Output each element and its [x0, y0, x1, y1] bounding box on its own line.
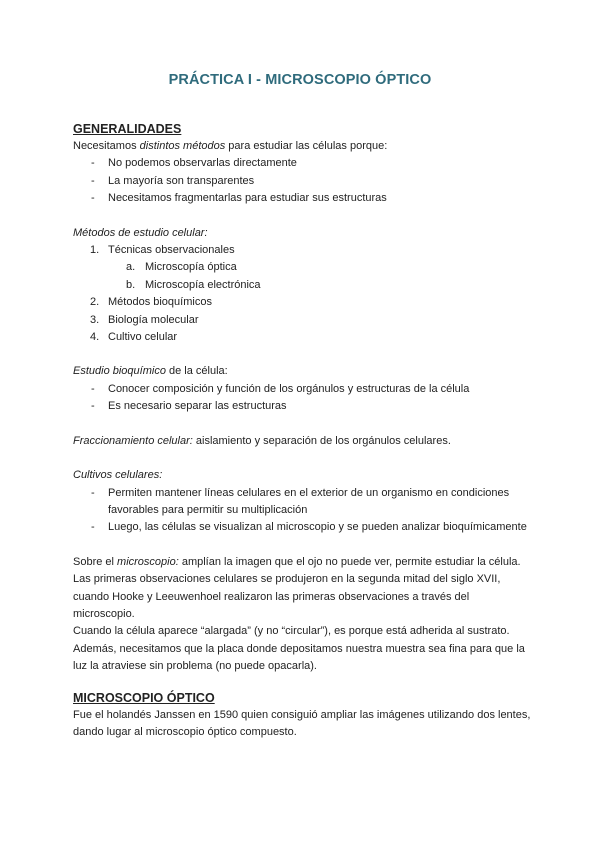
list-item: - Permiten mantener líneas celulares en el exterior de un organismo en condiciones favorables para permitir su multiplicación	[73, 485, 533, 520]
intro-text-post: para estudiar las células porque:	[225, 140, 388, 152]
metodos-list-continued	[73, 294, 533, 346]
list-marker: 3.	[90, 313, 100, 326]
microscopio-text-pre: Sobre el	[73, 555, 118, 568]
microscopio-text-emphasis: microscopio:	[117, 555, 179, 568]
list-marker: a.	[126, 261, 136, 274]
metodos-sublist	[73, 259, 533, 294]
list-marker: 1.	[90, 244, 100, 257]
intro-text-emphasis: distintos métodos	[139, 140, 226, 152]
microscopio-paragraph-line3: Además, necesitamos que la placa donde depositamos nuestra muestra sea fina para que la luz la atraviese sin problema (no puede opacarla).	[73, 642, 525, 673]
bioquimico-heading	[73, 363, 533, 380]
list-item-label: Microscopía electrónica	[145, 278, 261, 291]
cultivos-list	[73, 485, 533, 537]
list-item	[73, 294, 533, 311]
cultivos-heading-text: Cultivos celulares:	[73, 469, 163, 482]
list-item-label: Técnicas observacionales	[108, 244, 235, 257]
page-title: PRÁCTICA I - MICROSCOPIO ÓPTICO	[168, 72, 432, 88]
metodos-list	[73, 242, 533, 259]
list-item-label: Cultivo celular	[108, 331, 178, 344]
list-item: - No podemos observarlas directamente	[73, 155, 533, 172]
fraccionamiento-text: aislamiento y separación de los orgánulos celulares.	[192, 434, 451, 447]
list-item-label: Biología molecular	[108, 313, 199, 326]
section-heading-generalidades: GENERALIDADES	[73, 122, 182, 136]
intro-text-pre: Necesitamos	[73, 140, 140, 152]
list-item	[73, 277, 533, 294]
list-item: - Conocer composición y función de los orgánulos y estructuras de la célula	[73, 381, 533, 398]
generalidades-list	[73, 155, 533, 207]
list-marker: b.	[126, 278, 136, 291]
microscopio-text-post: amplían la imagen que el ojo no puede ver, permite estudiar la célula. Las primeras observaciones celulares se produjeron en la segunda mitad del siglo XVII, cuando Hooke y Leeuwenhoel realizaron las primeras observaciones a través del microscopio.	[73, 555, 521, 620]
cultivos-heading	[73, 467, 533, 484]
fraccionamiento-term: Fraccionamiento celular:	[73, 434, 193, 447]
section-heading-microscopio-optico: MICROSCOPIO ÓPTICO	[73, 690, 215, 705]
metodos-heading	[73, 225, 533, 242]
list-item: - Necesitamos fragmentarlas para estudiar sus estructuras	[73, 190, 533, 207]
generalidades-intro	[73, 138, 533, 155]
bioquimico-heading-post: de la célula:	[165, 365, 228, 378]
microscopio-paragraph-line2: Cuando la célula aparece “alargada” (y no “circular”), es porque está adherida al sustrato.	[73, 625, 510, 638]
microscopio-paragraph	[73, 554, 533, 624]
microscopio-optico-paragraph: Fue el holandés Janssen en 1590 quien consiguió ampliar las imágenes utilizando dos lentes, dando lugar al microscopio óptico compuesto.	[73, 708, 531, 738]
metodos-heading-text: Métodos de estudio celular:	[73, 226, 208, 239]
list-item: - La mayoría son transparentes	[73, 173, 533, 190]
list-item: - Luego, las células se visualizan al microscopio y se pueden analizar bioquímicamente	[73, 519, 533, 536]
document-body	[73, 120, 533, 741]
list-marker: 4.	[90, 331, 100, 344]
list-item-label: Métodos bioquímicos	[108, 296, 212, 309]
list-marker: 2.	[90, 296, 100, 309]
bioquimico-heading-emphasis: Estudio bioquímico	[73, 365, 166, 378]
list-item	[73, 259, 533, 276]
list-item-label: Microscopía óptica	[145, 261, 237, 274]
list-item	[73, 329, 533, 346]
list-item	[73, 242, 533, 259]
list-item	[73, 312, 533, 329]
fraccionamiento-paragraph	[73, 433, 533, 450]
bioquimico-list	[73, 381, 533, 416]
list-item: - Es necesario separar las estructuras	[73, 398, 533, 415]
